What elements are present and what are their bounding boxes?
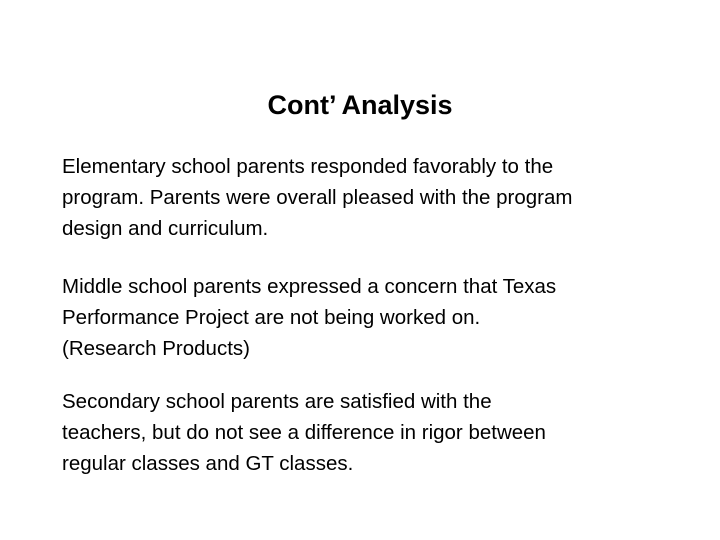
text-line: design and curriculum.	[62, 217, 269, 240]
text-line: Performance Project are not being worked on.	[62, 306, 481, 329]
text-line: Secondary school parents are satisfied with the	[62, 390, 492, 413]
text-line: Elementary school parents responded favorably to the	[62, 155, 554, 178]
paragraph-middle	[62, 271, 682, 364]
slide-title-text: Cont’ Analysis	[267, 90, 453, 120]
paragraph-secondary	[62, 386, 682, 479]
text-line: (Research Products)	[62, 337, 250, 360]
slide-title	[0, 90, 720, 121]
text-line: regular classes and GT classes.	[62, 452, 354, 475]
text-line: Middle school parents expressed a concern that Texas	[62, 275, 557, 298]
text-line: program. Parents were overall pleased with the program	[62, 186, 573, 209]
paragraph-elementary	[62, 151, 682, 244]
text-line: teachers, but do not see a difference in rigor between	[62, 421, 546, 444]
